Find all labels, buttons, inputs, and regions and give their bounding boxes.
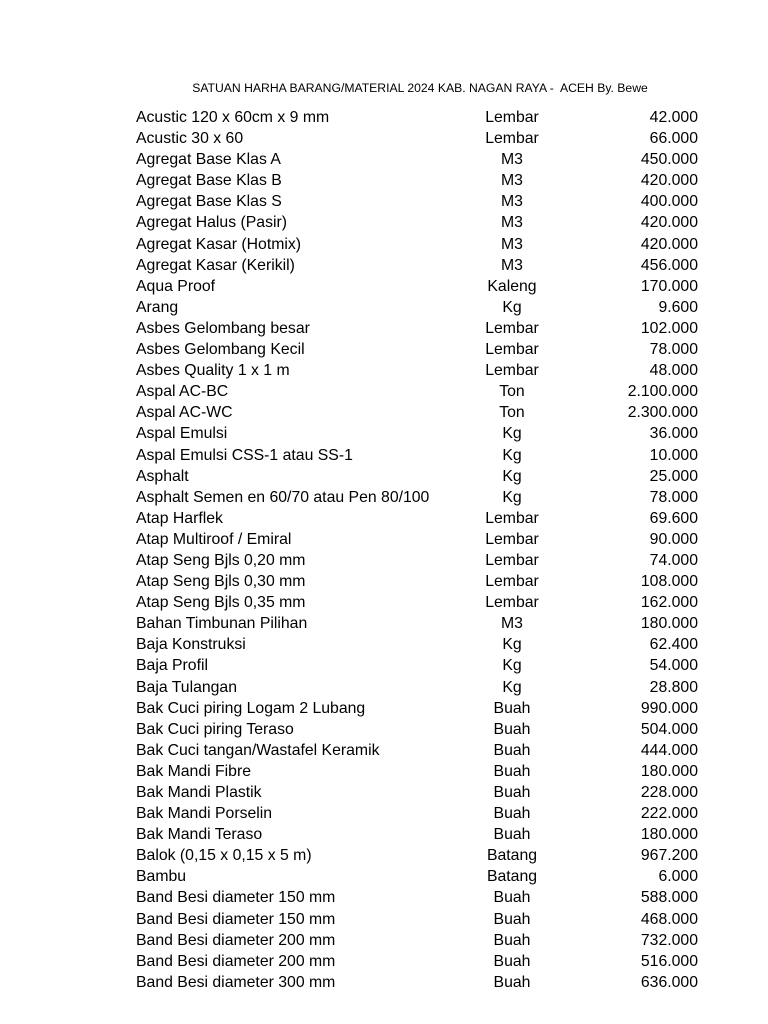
item-price: 228.000 bbox=[640, 784, 698, 801]
list-item bbox=[0, 655, 768, 676]
list-item bbox=[0, 972, 768, 993]
list-item bbox=[0, 297, 768, 318]
item-price: 2.100.000 bbox=[627, 383, 698, 401]
item-unit: Lembar bbox=[485, 509, 539, 527]
item-price: 162.000 bbox=[640, 594, 698, 612]
item-unit: Lembar bbox=[485, 594, 539, 612]
item-price: 444.000 bbox=[640, 741, 698, 759]
item-name: Bak Mandi Porselin bbox=[136, 805, 273, 823]
item-unit: Kg bbox=[502, 636, 522, 654]
list-item bbox=[0, 402, 768, 423]
item-name: Baja Tulangan bbox=[136, 678, 238, 696]
item-price: 90.000 bbox=[649, 530, 698, 548]
item-price: 588.000 bbox=[640, 889, 698, 907]
list-item bbox=[0, 445, 768, 466]
item-unit: M3 bbox=[501, 256, 523, 274]
list-item bbox=[0, 423, 768, 444]
item-price: 450.000 bbox=[640, 151, 698, 169]
item-price: 222.000 bbox=[640, 805, 698, 823]
list-item bbox=[0, 529, 768, 550]
item-unit: M3 bbox=[501, 235, 523, 253]
item-unit: M3 bbox=[501, 151, 523, 169]
list-item bbox=[0, 909, 768, 930]
item-unit: Buah bbox=[493, 931, 531, 949]
item-unit: Buah bbox=[493, 910, 531, 928]
item-unit: M3 bbox=[501, 615, 523, 633]
list-item bbox=[0, 740, 768, 761]
item-price: 9.600 bbox=[658, 298, 698, 316]
item-price: 400.000 bbox=[640, 193, 698, 211]
list-item bbox=[0, 255, 768, 276]
price-list bbox=[0, 107, 768, 993]
list-item bbox=[0, 698, 768, 719]
item-unit: Ton bbox=[499, 383, 525, 401]
list-item bbox=[0, 951, 768, 972]
list-item bbox=[0, 107, 768, 128]
item-unit: Buah bbox=[493, 952, 531, 970]
item-name: Arang bbox=[136, 298, 179, 316]
list-item bbox=[0, 782, 768, 803]
item-price: 967.200 bbox=[640, 847, 698, 865]
item-name: Agregat Halus (Pasir) bbox=[136, 214, 288, 232]
item-unit: Buah bbox=[493, 973, 531, 991]
list-item bbox=[0, 149, 768, 170]
item-unit: Buah bbox=[493, 720, 531, 738]
item-name: Bak Mandi Teraso bbox=[136, 826, 263, 844]
item-name: Asphalt Semen en 60/70 atau Pen 80/100 bbox=[136, 488, 430, 506]
list-item bbox=[0, 550, 768, 571]
item-name: Aqua Proof bbox=[136, 277, 216, 295]
item-unit: Kg bbox=[502, 298, 522, 316]
item-name: Acustic 120 x 60cm x 9 mm bbox=[136, 109, 330, 126]
item-unit: Buah bbox=[493, 741, 531, 759]
item-unit: Buah bbox=[493, 889, 531, 907]
item-price: 180.000 bbox=[640, 762, 698, 780]
item-name: Baja Profil bbox=[136, 657, 208, 675]
item-unit: Lembar bbox=[485, 130, 539, 148]
item-unit: Lembar bbox=[485, 341, 539, 359]
list-item bbox=[0, 276, 768, 297]
item-name: Bak Mandi Fibre bbox=[136, 762, 252, 780]
list-item bbox=[0, 170, 768, 191]
item-price: 170.000 bbox=[640, 277, 698, 295]
item-unit: Kg bbox=[502, 488, 522, 506]
item-price: 468.000 bbox=[640, 910, 698, 928]
item-name: Band Besi diameter 300 mm bbox=[136, 973, 336, 991]
item-name: Asbes Gelombang besar bbox=[136, 319, 310, 337]
list-item bbox=[0, 930, 768, 951]
item-price: 6.000 bbox=[658, 868, 698, 886]
list-item bbox=[0, 761, 768, 782]
list-item bbox=[0, 487, 768, 508]
item-unit: Kg bbox=[502, 425, 522, 443]
item-price: 420.000 bbox=[640, 172, 698, 190]
item-unit: Buah bbox=[493, 762, 531, 780]
item-name: Band Besi diameter 150 mm bbox=[136, 910, 336, 928]
list-item bbox=[0, 634, 768, 655]
item-name: Band Besi diameter 200 mm bbox=[136, 952, 336, 970]
item-name: Agregat Base Klas S bbox=[136, 193, 282, 211]
item-price: 54.000 bbox=[649, 657, 698, 675]
list-item bbox=[0, 318, 768, 339]
item-price: 10.000 bbox=[649, 446, 698, 464]
item-price: 180.000 bbox=[640, 615, 698, 633]
item-price: 108.000 bbox=[640, 573, 698, 591]
item-name: Asphalt bbox=[136, 467, 189, 485]
item-unit: Lembar bbox=[485, 319, 539, 337]
list-item bbox=[0, 887, 768, 908]
item-name: Acustic 30 x 60 bbox=[136, 130, 244, 148]
item-name: Atap Seng Bjls 0,20 mm bbox=[136, 551, 306, 569]
list-item bbox=[0, 466, 768, 487]
item-name: Aspal AC-WC bbox=[136, 404, 233, 422]
list-item bbox=[0, 824, 768, 845]
item-unit: Buah bbox=[493, 699, 531, 717]
list-item bbox=[0, 508, 768, 529]
item-price: 2.300.000 bbox=[627, 404, 698, 422]
item-price: 504.000 bbox=[640, 720, 698, 738]
item-unit: Buah bbox=[493, 784, 531, 801]
item-name: Aspal Emulsi bbox=[136, 425, 228, 443]
list-item bbox=[0, 128, 768, 149]
item-unit: Kaleng bbox=[487, 277, 537, 295]
item-price: 42.000 bbox=[649, 109, 698, 126]
item-price: 28.800 bbox=[649, 678, 698, 696]
item-price: 732.000 bbox=[640, 931, 698, 949]
item-price: 48.000 bbox=[649, 362, 698, 380]
item-unit: Kg bbox=[502, 678, 522, 696]
item-name: Agregat Kasar (Hotmix) bbox=[136, 235, 302, 253]
list-item bbox=[0, 845, 768, 866]
item-unit: Lembar bbox=[485, 551, 539, 569]
list-item bbox=[0, 381, 768, 402]
item-price: 78.000 bbox=[649, 488, 698, 506]
list-item bbox=[0, 592, 768, 613]
item-price: 66.000 bbox=[649, 130, 698, 148]
item-name: Bak Cuci piring Teraso bbox=[136, 720, 294, 738]
item-price: 69.600 bbox=[649, 509, 698, 527]
item-price: 36.000 bbox=[649, 425, 698, 443]
item-name: Bambu bbox=[136, 868, 187, 886]
item-price: 516.000 bbox=[640, 952, 698, 970]
item-name: Baja Konstruksi bbox=[136, 636, 246, 654]
document-title: SATUAN HARHA BARANG/MATERIAL 2024 KAB. NAGAN RAYA - ACEH By. Bewe bbox=[192, 81, 648, 95]
list-item bbox=[0, 234, 768, 255]
item-name: Band Besi diameter 150 mm bbox=[136, 889, 336, 907]
list-item bbox=[0, 719, 768, 740]
item-name: Agregat Base Klas B bbox=[136, 172, 282, 190]
item-unit: Batang bbox=[486, 847, 538, 865]
item-name: Aspal AC-BC bbox=[136, 383, 229, 401]
item-unit: M3 bbox=[501, 172, 523, 190]
item-unit: M3 bbox=[501, 214, 523, 232]
item-unit: Ton bbox=[499, 404, 525, 422]
item-name: Balok (0,15 x 0,15 x 5 m) bbox=[136, 847, 312, 865]
item-unit: Lembar bbox=[485, 573, 539, 591]
item-price: 74.000 bbox=[649, 551, 698, 569]
item-name: Atap Seng Bjls 0,35 mm bbox=[136, 594, 306, 612]
list-item bbox=[0, 191, 768, 212]
item-name: Asbes Quality 1 x 1 m bbox=[136, 362, 290, 380]
list-item bbox=[0, 803, 768, 824]
item-name: Bak Cuci piring Logam 2 Lubang bbox=[136, 699, 366, 717]
item-price: 102.000 bbox=[640, 319, 698, 337]
item-price: 636.000 bbox=[640, 973, 698, 991]
item-name: Agregat Kasar (Kerikil) bbox=[136, 256, 295, 274]
item-price: 25.000 bbox=[649, 467, 698, 485]
item-unit: Kg bbox=[502, 657, 522, 675]
item-name: Atap Multiroof / Emiral bbox=[136, 530, 292, 548]
item-name: Bahan Timbunan Pilihan bbox=[136, 615, 308, 633]
list-item bbox=[0, 677, 768, 698]
item-price: 990.000 bbox=[640, 699, 698, 717]
item-price: 78.000 bbox=[649, 341, 698, 359]
item-unit: Kg bbox=[502, 446, 522, 464]
item-unit: Batang bbox=[486, 868, 538, 886]
list-item bbox=[0, 212, 768, 233]
item-price: 456.000 bbox=[640, 256, 698, 274]
item-unit: Lembar bbox=[485, 362, 539, 380]
item-unit: Kg bbox=[502, 467, 522, 485]
item-price: 420.000 bbox=[640, 214, 698, 232]
item-unit: Lembar bbox=[485, 530, 539, 548]
item-unit: Lembar bbox=[485, 109, 539, 126]
item-name: Bak Mandi Plastik bbox=[136, 784, 262, 801]
item-price: 62.400 bbox=[649, 636, 698, 654]
list-item bbox=[0, 613, 768, 634]
item-name: Asbes Gelombang Kecil bbox=[136, 341, 305, 359]
list-item bbox=[0, 360, 768, 381]
item-price: 180.000 bbox=[640, 826, 698, 844]
list-item bbox=[0, 339, 768, 360]
list-item bbox=[0, 571, 768, 592]
item-name: Band Besi diameter 200 mm bbox=[136, 931, 336, 949]
list-item bbox=[0, 866, 768, 887]
item-name: Aspal Emulsi CSS-1 atau SS-1 bbox=[136, 446, 353, 464]
item-name: Atap Harflek bbox=[136, 509, 223, 527]
item-name: Atap Seng Bjls 0,30 mm bbox=[136, 573, 306, 591]
item-name: Bak Cuci tangan/Wastafel Keramik bbox=[136, 741, 380, 759]
item-name: Agregat Base Klas A bbox=[136, 151, 281, 169]
item-unit: Buah bbox=[493, 805, 531, 823]
item-unit: M3 bbox=[501, 193, 523, 211]
item-unit: Buah bbox=[493, 826, 531, 844]
item-price: 420.000 bbox=[640, 235, 698, 253]
